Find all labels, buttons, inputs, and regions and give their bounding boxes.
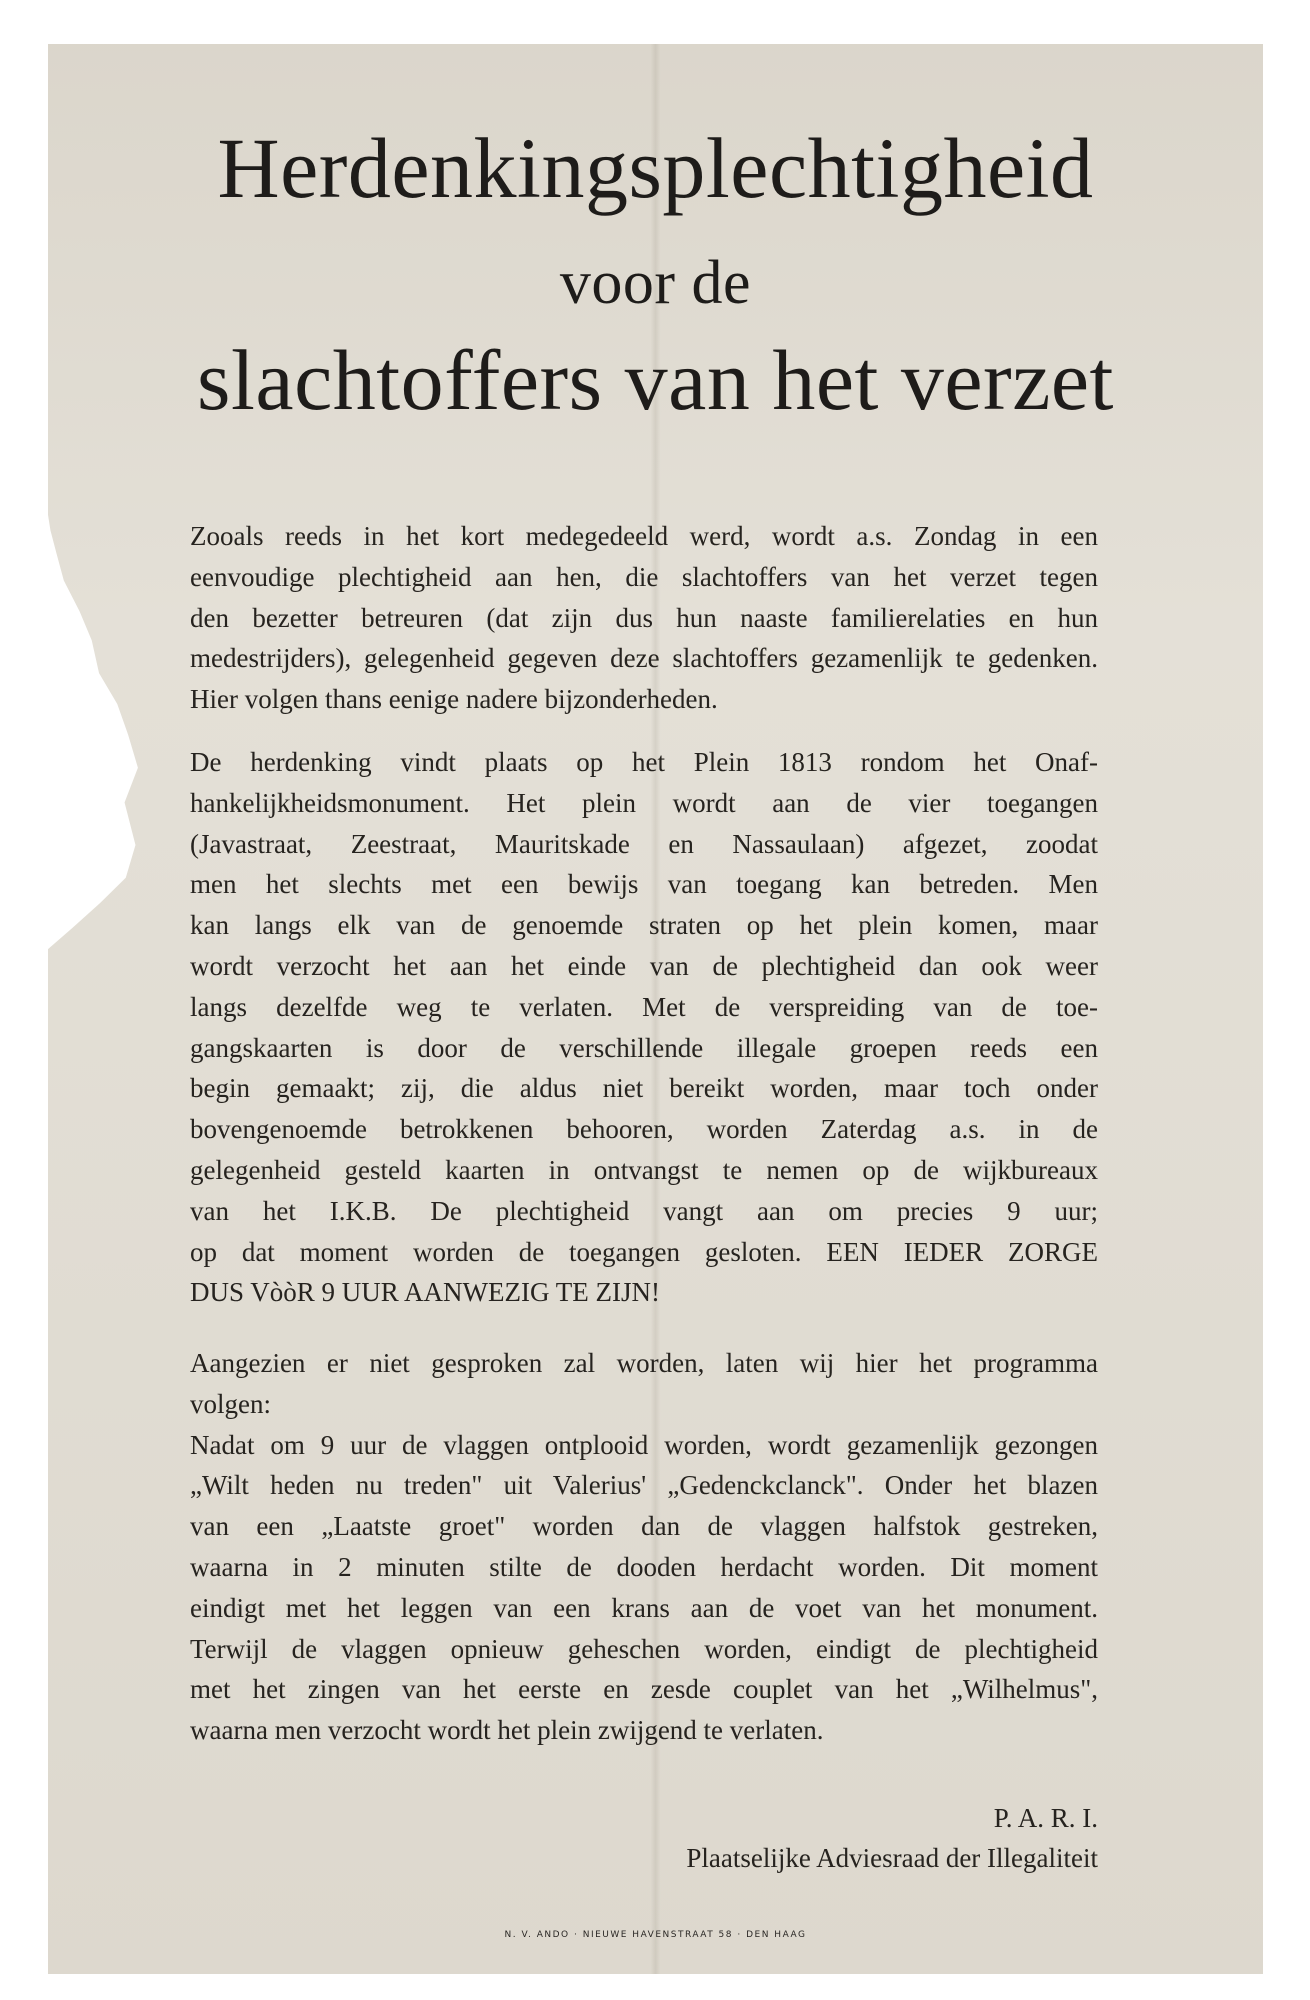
paragraph-2 (190, 742, 1098, 1313)
signature-organisation: Plaatselijke Adviesraad der Illegaliteit (686, 1843, 1098, 1873)
paragraph-line: kan langs elk van de genoemde straten op het plein komen, maar (190, 910, 1098, 941)
paragraph-line: bovengenoemde betrokkenen behooren, worden Zaterdag a.s. in de (190, 1114, 1098, 1145)
paragraph-line: eenvoudige plechtigheid aan hen, die slachtoffers van het verzet tegen (190, 561, 1098, 592)
title-line-2: voor de (559, 249, 752, 317)
paragraph-line: Zooals reeds in het kort medegedeeld werd, wordt a.s. Zondag in een (190, 521, 1098, 551)
paragraph-line: hankelijkheidsmonument. Het plein wordt aan de vier toegangen (190, 787, 1098, 818)
printer-imprint: N. V. ANDO · NIEUWE HAVENSTRAAT 58 · DEN HAAG (504, 1930, 807, 1940)
paragraph-line: begin gemaakt; zij, die aldus niet bereikt worden, maar toch onder (190, 1073, 1098, 1104)
paragraph-line: DUS VòòR 9 UUR AANWEZIG TE ZIJN! (190, 1277, 660, 1308)
paragraph-line: langs dezelfde weg te verlaten. Met de verspreiding van de toe- (190, 991, 1098, 1022)
paragraph-line: eindigt met het leggen van een krans aan de voet van het monument. (190, 1592, 1098, 1623)
paragraph-line: Hier volgen thans eenige nadere bijzonderheden. (190, 684, 718, 715)
paragraph-line: gangskaarten is door de verschillende illegale groepen reeds een (190, 1032, 1098, 1063)
paragraph-line: wordt verzocht het aan het einde van de plechtigheid dan ook weer (190, 950, 1098, 981)
paragraph-line: De herdenking vindt plaats op het Plein 1813 rondom het Onaf- (190, 747, 1098, 777)
paragraph-3 (190, 1343, 1098, 1751)
title-line-1: Herdenkingsplechtigheid (217, 120, 1094, 216)
paragraph-line: volgen: (190, 1388, 271, 1419)
paragraph-line: waarna men verzocht wordt het plein zwijgend te verlaten. (190, 1715, 824, 1746)
paragraph-line: (Javastraat, Zeestraat, Mauritskade en Nassaulaan) afgezet, zoodat (190, 828, 1098, 859)
paragraph-line: den bezetter betreuren (dat zijn dus hun naaste familierelaties en hun (190, 602, 1098, 633)
signature-abbreviation: P. A. R. I. (993, 1803, 1098, 1833)
paragraph-line: Terwijl de vlaggen opnieuw geheschen worden, eindigt de plechtigheid (190, 1633, 1098, 1664)
paragraph-line: van een „Laatste groet" worden dan de vlaggen halfstok gestreken, (190, 1511, 1098, 1542)
title-line-3: slachtoffers van het verzet (197, 332, 1114, 428)
paragraph-line: „Wilt heden nu treden" uit Valerius' „Gedenckclanck". Onder het blazen (190, 1470, 1098, 1501)
paragraph-line: gelegenheid gesteld kaarten in ontvangst te nemen op de wijkbureaux (190, 1154, 1098, 1185)
paragraph-line: met het zingen van het eerste en zesde couplet van het „Wilhelmus", (190, 1674, 1098, 1705)
paragraph-line: medestrijders), gelegenheid gegeven deze slachtoffers gezamenlijk te gedenken. (190, 643, 1098, 674)
paragraph-1 (190, 516, 1098, 720)
paragraph-line: men het slechts met een bewijs van toegang kan betreden. Men (190, 869, 1098, 900)
paragraph-line: van het I.K.B. De plechtigheid vangt aan om precies 9 uur; (190, 1195, 1098, 1226)
paragraph-line: Nadat om 9 uur de vlaggen ontplooid worden, wordt gezamenlijk gezongen (190, 1429, 1098, 1460)
paragraph-line: Aangezien er niet gesproken zal worden, laten wij hier het programma (190, 1348, 1098, 1378)
paragraph-line: op dat moment worden de toegangen gesloten. EEN IEDER ZORGE (190, 1236, 1098, 1267)
paragraph-line: waarna in 2 minuten stilte de dooden herdacht worden. Dit moment (190, 1551, 1098, 1582)
